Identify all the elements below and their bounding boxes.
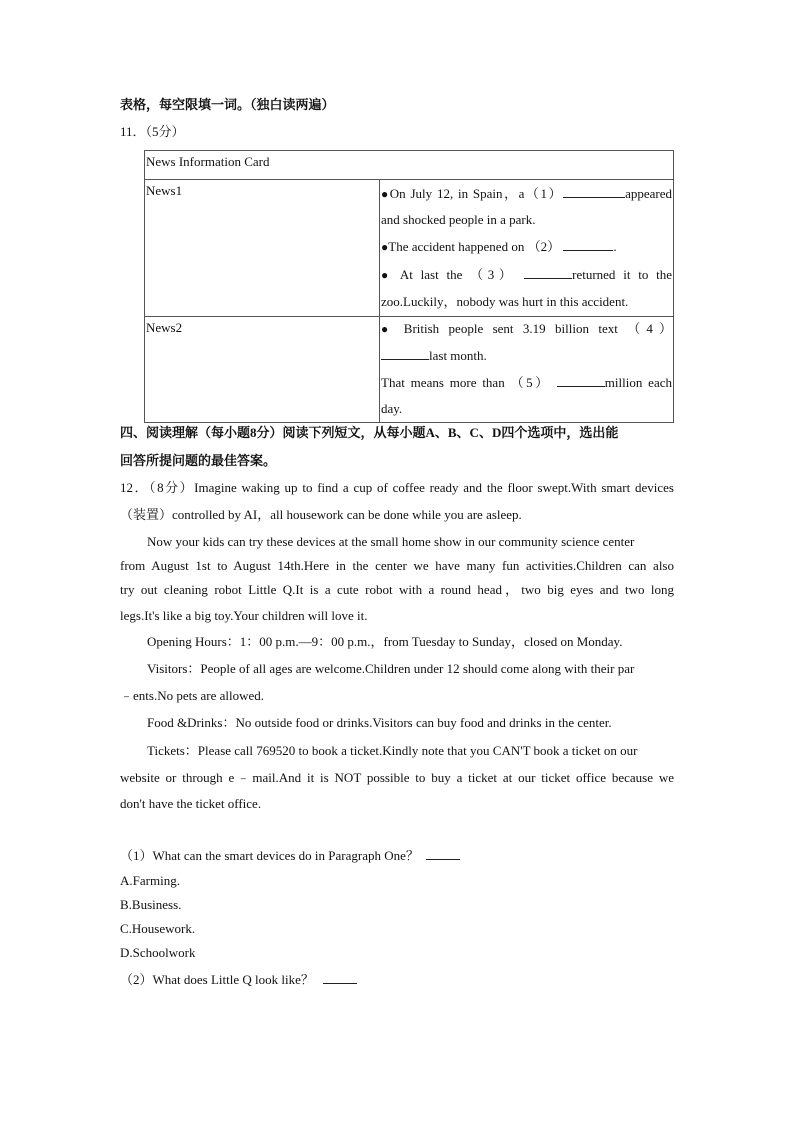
news1-b3-line2: zoo.Luckily，nobody was hurt in this accident. xyxy=(381,294,629,309)
bullet-icon: ● xyxy=(381,187,390,201)
card-header xyxy=(145,151,674,180)
question-11-number: 11．（5分） xyxy=(120,124,185,139)
news2-l3-tail: million each xyxy=(604,375,672,390)
news2-line-4: day. xyxy=(381,401,403,416)
option-c[interactable]: C.Housework. xyxy=(120,921,196,936)
news1-b1-line2: and shocked people in a park. xyxy=(381,212,536,227)
news2-l3-text: That means more than （5） xyxy=(381,375,551,390)
news2-label-cell xyxy=(145,317,380,423)
news2-bullet-1 xyxy=(381,321,672,337)
news1-b3-tail: returned it to the xyxy=(572,267,673,282)
news-information-card xyxy=(144,150,674,423)
news2-b1-text: British people sent 3.19 billion text （4） xyxy=(403,321,673,336)
news1-b1-text: On July 12, in Spain，a（1） xyxy=(389,186,564,201)
sub-question-2-text: （2）What does Little Q look like？ xyxy=(120,972,314,987)
news1-label: News1 xyxy=(146,183,183,198)
sub-question-1-text: （1）What can the smart devices do in Paragraph One？ xyxy=(120,848,419,863)
answer-blank-2[interactable] xyxy=(323,971,357,984)
option-b[interactable]: B.Business. xyxy=(120,897,182,912)
news2-label: News2 xyxy=(146,320,183,335)
blank-1[interactable] xyxy=(563,185,625,198)
instruction-tail: 表格，每空限填一词。（独白读两遍） xyxy=(120,97,335,112)
section-4-heading-line2: 回答所提问题的最佳答案。 xyxy=(120,453,277,468)
news1-label-cell xyxy=(145,180,380,317)
news1-bullet-2 xyxy=(381,238,672,255)
news1-b2-text: The accident happened on （2） xyxy=(388,239,561,254)
blank-2[interactable] xyxy=(563,238,613,251)
q12-p2-line2: from August 1st to August 14th.Here in the center we have many fun activities.Children can also xyxy=(120,558,674,573)
q12-tickets-line1: Tickets：Please call 769520 to book a ticket.Kindly note that you CAN'T book a ticket on our xyxy=(147,743,638,758)
option-a[interactable]: A.Farming. xyxy=(120,873,180,888)
q12-p1-line1: 12．（8分）Imagine waking up to find a cup of coffee ready and the floor swept.With smart devices xyxy=(120,480,674,495)
news1-content-cell xyxy=(380,180,674,317)
news2-content-cell xyxy=(380,317,674,423)
news1-bullet-3 xyxy=(381,266,672,283)
q12-p2-line1: Now your kids can try these devices at the small home show in our community science center xyxy=(147,534,635,549)
news1-b1-tail: appeared xyxy=(625,186,672,201)
q12-p2-line4: legs.It's like a big toy.Your children will love it. xyxy=(120,608,368,623)
option-d[interactable]: D.Schoolwork xyxy=(120,945,196,960)
bullet-icon: ● xyxy=(381,268,393,282)
answer-blank-1[interactable] xyxy=(426,847,460,860)
q12-opening-hours: Opening Hours：1：00 p.m.—9：00 p.m.，from Tuesday to Sunday，closed on Monday. xyxy=(147,634,623,649)
blank-3[interactable] xyxy=(524,266,572,279)
news1-b3-text: At last the （3） xyxy=(399,267,517,282)
q12-visitors-line1: Visitors：People of all ages are welcome.Children under 12 should come along with their par xyxy=(147,661,635,676)
sub-question-1 xyxy=(120,847,460,864)
sub-question-2 xyxy=(120,971,357,988)
news2-line-3 xyxy=(381,374,672,391)
news2-b1-line2: last month. xyxy=(429,348,487,363)
section-4-heading-line1: 四、阅读理解（每小题8分）阅读下列短文，从每小题A、B、C、D四个选项中，选出能 xyxy=(120,425,619,440)
q12-p1-line2: （装置）controlled by AI，all housework can be done while you are asleep. xyxy=(120,507,522,522)
q12-p2-line3: try out cleaning robot Little Q.It is a cute robot with a round head，two big eyes and two long xyxy=(120,582,674,597)
blank-5[interactable] xyxy=(557,374,605,387)
q12-visitors-line2: ﹣ents.No pets are allowed. xyxy=(120,688,265,703)
bullet-icon: ● xyxy=(381,240,389,254)
q12-food-drinks: Food &Drinks：No outside food or drinks.Visitors can buy food and drinks in the center. xyxy=(147,715,612,730)
news1-bullet-1 xyxy=(381,185,672,202)
news2-line-2 xyxy=(381,347,672,364)
q12-tickets-line2: website or through e﹣mail.And it is NOT possible to buy a ticket at our ticket office because we xyxy=(120,770,674,785)
q12-tickets-line3: don't have the ticket office. xyxy=(120,796,262,811)
blank-4[interactable] xyxy=(381,347,429,360)
bullet-icon: ● xyxy=(381,322,395,336)
card-header-text: News Information Card xyxy=(146,154,270,169)
news1-b2-tail: . xyxy=(613,239,617,254)
